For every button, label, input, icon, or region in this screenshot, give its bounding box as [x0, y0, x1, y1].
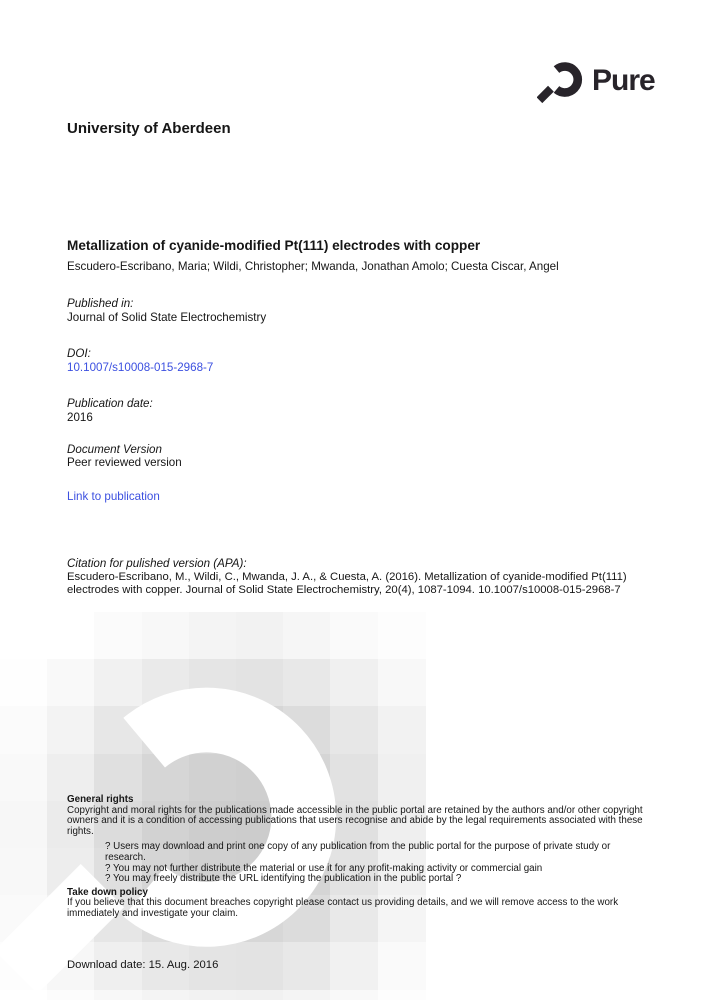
institution-name: University of Aberdeen	[67, 120, 231, 137]
doi-label: DOI:	[67, 347, 91, 360]
pure-logo	[537, 57, 655, 105]
rights-section	[67, 795, 647, 920]
mosaic-cell	[378, 612, 426, 660]
mosaic-cell	[378, 990, 426, 1000]
publication-date-value: 2016	[67, 411, 93, 424]
takedown-policy-title: Take down policy	[67, 886, 148, 898]
rights-bullet-list	[67, 842, 647, 884]
pure-logo-wordmark: Pure	[592, 64, 655, 97]
mosaic-cell	[378, 659, 426, 707]
mosaic-cell	[378, 942, 426, 990]
pure-logo-icon	[537, 57, 585, 105]
document-version-value: Peer reviewed version	[67, 456, 182, 469]
general-rights-title: General rights	[67, 794, 134, 805]
takedown-policy-text: If you believe that this document breaches copyright please contact us providing details, and we will remove access to the work immediately and investigate your claim.	[67, 897, 619, 919]
doi-link[interactable]: 10.1007/s10008-015-2968-7	[67, 361, 214, 374]
rights-bullet: ? Users may download and print one copy of any publication from the public portal for the purpose of private study or research.	[105, 841, 611, 863]
publication-title: Metallization of cyanide-modified Pt(111) electrodes with copper	[67, 238, 481, 253]
citation-label: Citation for pulished version (APA):	[67, 557, 247, 570]
mosaic-cell	[378, 706, 426, 754]
citation-text: Escudero-Escribano, M., Wildi, C., Mwanda, J. A., & Cuesta, A. (2016). Metallization of cyanide-modified Pt(111) electrodes with copper. Journal of Solid State Electrochemistry, 20(4), 1087-1094. 10.1007/s10008-015-2968-7	[67, 571, 627, 596]
general-rights-text: Copyright and moral rights for the publications made accessible in the public portal are retained by the authors and/or other copyright owners and it is a condition of accessing publications that users recognise and abide by the legal requirements associated with these rights.	[67, 804, 643, 837]
publication-date-label: Publication date:	[67, 397, 153, 410]
publication-authors: Escudero-Escribano, Maria; Wildi, Christopher; Mwanda, Jonathan Amolo; Cuesta Ciscar, Angel	[67, 260, 559, 273]
link-to-publication[interactable]: Link to publication	[67, 490, 160, 503]
published-in-value: Journal of Solid State Electrochemistry	[67, 311, 267, 324]
download-date: Download date: 15. Aug. 2016	[67, 959, 219, 971]
rights-bullet: ? You may freely distribute the URL identifying the publication in the public portal ?	[105, 873, 462, 885]
document-version-label: Document Version	[67, 443, 162, 456]
rights-bullet: ? You may not further distribute the material or use it for any profit-making activity or commercial gain	[105, 862, 543, 874]
published-in-label: Published in:	[67, 297, 134, 310]
